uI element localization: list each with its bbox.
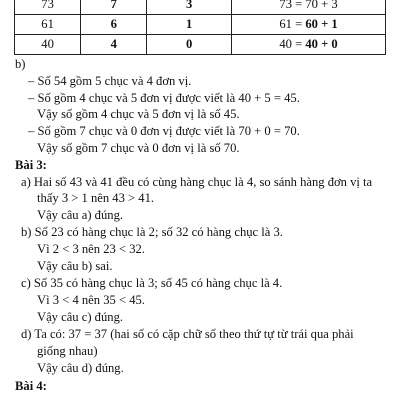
table-cell: 73 = 70 + 3 <box>232 0 386 15</box>
table-cell-number: 40 <box>15 35 81 55</box>
table-row <box>15 15 386 35</box>
table-cell-expansion <box>232 15 386 35</box>
bai3-line: Vậy câu c) đúng. <box>37 310 124 324</box>
bai3-line: Vậy câu d) đúng. <box>37 361 124 375</box>
table-cell: 7 <box>81 0 147 15</box>
bai3-line: thấy 3 > 1 nên 43 > 41. <box>37 191 155 205</box>
bai3-line: Vì 2 < 3 nên 23 < 32. <box>37 242 145 256</box>
table-row <box>15 35 386 55</box>
bai3-heading: Bài 3: <box>15 158 47 172</box>
table-cell-expansion <box>232 35 386 55</box>
table-row <box>15 0 386 15</box>
expansion-sum: 40 + 0 <box>305 37 338 51</box>
expansion-left: 40 = <box>279 37 306 51</box>
bai3-line: a) Hai số 43 và 41 đều có cùng hàng chục là 4, so sánh hàng đơn vị ta <box>21 175 373 189</box>
part-b-line: – Số 54 gồm 5 chục và 4 đơn vị. <box>28 74 192 88</box>
part-b-line: – Số gồm 7 chục và 0 đơn vị được viết là 70 + 0 = 70. <box>28 124 300 138</box>
bai3-line: Vậy câu b) sai. <box>37 259 113 273</box>
expansion-left: 61 = <box>279 17 306 31</box>
bai3-line: giống nhau) <box>37 344 98 358</box>
part-b-label: b) <box>15 57 26 71</box>
table-cell: 3 <box>147 0 232 15</box>
part-b-line: Vậy số gồm 7 chục và 0 đơn vị là số 70. <box>37 141 240 155</box>
bai3-line: c) Số 35 có hàng chục là 3; số 45 có hàng chục là 4. <box>21 276 283 290</box>
bai3-line: d) Ta có: 37 = 37 (hai số có cặp chữ số theo thứ tự từ trái qua phải <box>21 327 354 341</box>
table-cell-number: 61 <box>15 15 81 35</box>
table-cell-tens: 4 <box>81 35 147 55</box>
bai3-line: b) Số 23 có hàng chục là 2; số 32 có hàng chục là 3. <box>21 225 283 239</box>
bai4-heading: Bài 4: <box>15 379 47 393</box>
table-cell-tens: 6 <box>81 15 147 35</box>
bai3-line: Vì 3 < 4 nên 35 < 45. <box>37 293 145 307</box>
table-cell-units: 0 <box>147 35 232 55</box>
place-value-table <box>14 0 386 55</box>
table-cell-units: 1 <box>147 15 232 35</box>
bai3-line: Vậy câu a) đúng. <box>37 208 124 222</box>
part-b-line: Vậy số gồm 4 chục và 5 đơn vị là số 45. <box>37 107 240 121</box>
expansion-sum: 60 + 1 <box>305 17 338 31</box>
part-b-line: – Số gồm 4 chục và 5 đơn vị được viết là 40 + 5 = 45. <box>28 91 300 105</box>
table-cell: 73 <box>15 0 81 15</box>
